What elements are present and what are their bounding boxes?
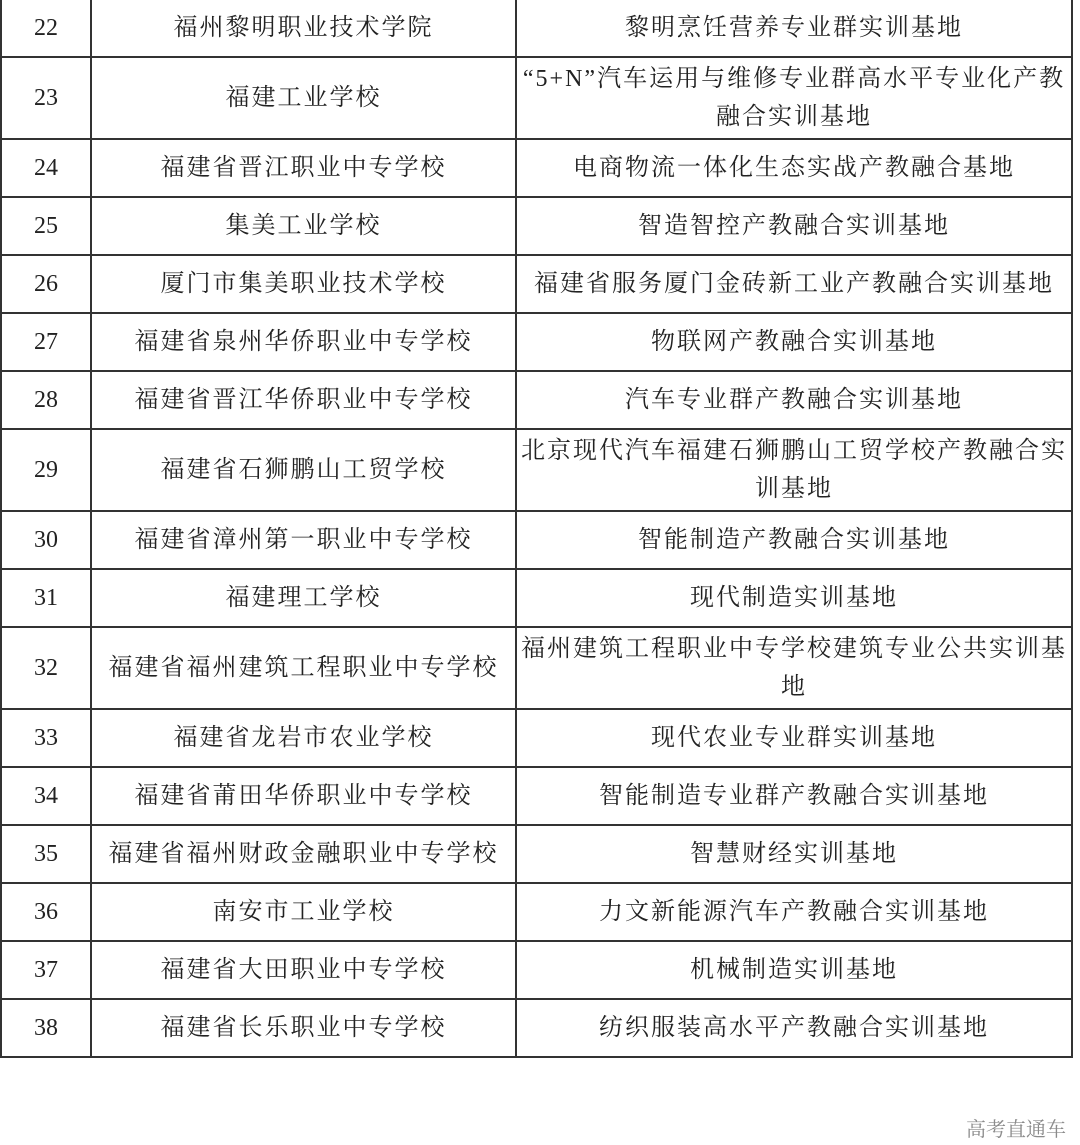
base-name: 纺织服装高水平产教融合实训基地 [516, 999, 1072, 1057]
base-name: 现代农业专业群实训基地 [516, 709, 1072, 767]
row-number: 25 [1, 197, 91, 255]
table-row [1, 197, 1072, 255]
school-name: 福建省石狮鹏山工贸学校 [91, 429, 516, 511]
school-name: 福建省大田职业中专学校 [91, 941, 516, 999]
row-number: 31 [1, 569, 91, 627]
table-row [1, 313, 1072, 371]
row-number: 24 [1, 139, 91, 197]
table-row [1, 511, 1072, 569]
table-row [1, 767, 1072, 825]
table-row [1, 941, 1072, 999]
row-number: 22 [1, 0, 91, 57]
row-number: 32 [1, 627, 91, 709]
base-name: 电商物流一体化生态实战产教融合基地 [516, 139, 1072, 197]
table-row [1, 709, 1072, 767]
school-name: 福建省福州建筑工程职业中专学校 [91, 627, 516, 709]
base-name: 福州建筑工程职业中专学校建筑专业公共实训基地 [516, 627, 1072, 709]
row-number: 33 [1, 709, 91, 767]
table-row [1, 429, 1072, 511]
row-number: 30 [1, 511, 91, 569]
base-name: 智慧财经实训基地 [516, 825, 1072, 883]
table-row [1, 371, 1072, 429]
watermark: 高考直通车 [966, 1117, 1066, 1141]
school-name: 南安市工业学校 [91, 883, 516, 941]
school-name: 福州黎明职业技术学院 [91, 0, 516, 57]
table-row [1, 139, 1072, 197]
school-name: 厦门市集美职业技术学校 [91, 255, 516, 313]
base-name: 智能制造产教融合实训基地 [516, 511, 1072, 569]
base-name: “5+N”汽车运用与维修专业群高水平专业化产教融合实训基地 [516, 57, 1072, 139]
row-number: 29 [1, 429, 91, 511]
school-name: 福建省漳州第一职业中专学校 [91, 511, 516, 569]
row-number: 34 [1, 767, 91, 825]
base-name: 机械制造实训基地 [516, 941, 1072, 999]
base-name: 汽车专业群产教融合实训基地 [516, 371, 1072, 429]
table-row [1, 825, 1072, 883]
school-name: 福建省晋江职业中专学校 [91, 139, 516, 197]
school-name: 福建省泉州华侨职业中专学校 [91, 313, 516, 371]
table-row [1, 57, 1072, 139]
row-number: 27 [1, 313, 91, 371]
school-name: 福建工业学校 [91, 57, 516, 139]
row-number: 37 [1, 941, 91, 999]
table-row [1, 569, 1072, 627]
base-name: 福建省服务厦门金砖新工业产教融合实训基地 [516, 255, 1072, 313]
row-number: 36 [1, 883, 91, 941]
school-name: 福建省晋江华侨职业中专学校 [91, 371, 516, 429]
row-number: 38 [1, 999, 91, 1057]
base-name: 现代制造实训基地 [516, 569, 1072, 627]
base-name: 北京现代汽车福建石狮鹏山工贸学校产教融合实训基地 [516, 429, 1072, 511]
base-name: 力文新能源汽车产教融合实训基地 [516, 883, 1072, 941]
row-number: 26 [1, 255, 91, 313]
table-body [1, 0, 1072, 1057]
school-name: 福建理工学校 [91, 569, 516, 627]
base-name: 黎明烹饪营养专业群实训基地 [516, 0, 1072, 57]
table-row [1, 255, 1072, 313]
school-name: 福建省莆田华侨职业中专学校 [91, 767, 516, 825]
table-row [1, 883, 1072, 941]
table-row [1, 627, 1072, 709]
table-row [1, 999, 1072, 1057]
base-name: 物联网产教融合实训基地 [516, 313, 1072, 371]
base-name: 智能制造专业群产教融合实训基地 [516, 767, 1072, 825]
row-number: 35 [1, 825, 91, 883]
school-name: 福建省长乐职业中专学校 [91, 999, 516, 1057]
table-row [1, 0, 1072, 57]
row-number: 23 [1, 57, 91, 139]
base-name: 智造智控产教融合实训基地 [516, 197, 1072, 255]
school-name: 集美工业学校 [91, 197, 516, 255]
school-name: 福建省福州财政金融职业中专学校 [91, 825, 516, 883]
school-name: 福建省龙岩市农业学校 [91, 709, 516, 767]
row-number: 28 [1, 371, 91, 429]
